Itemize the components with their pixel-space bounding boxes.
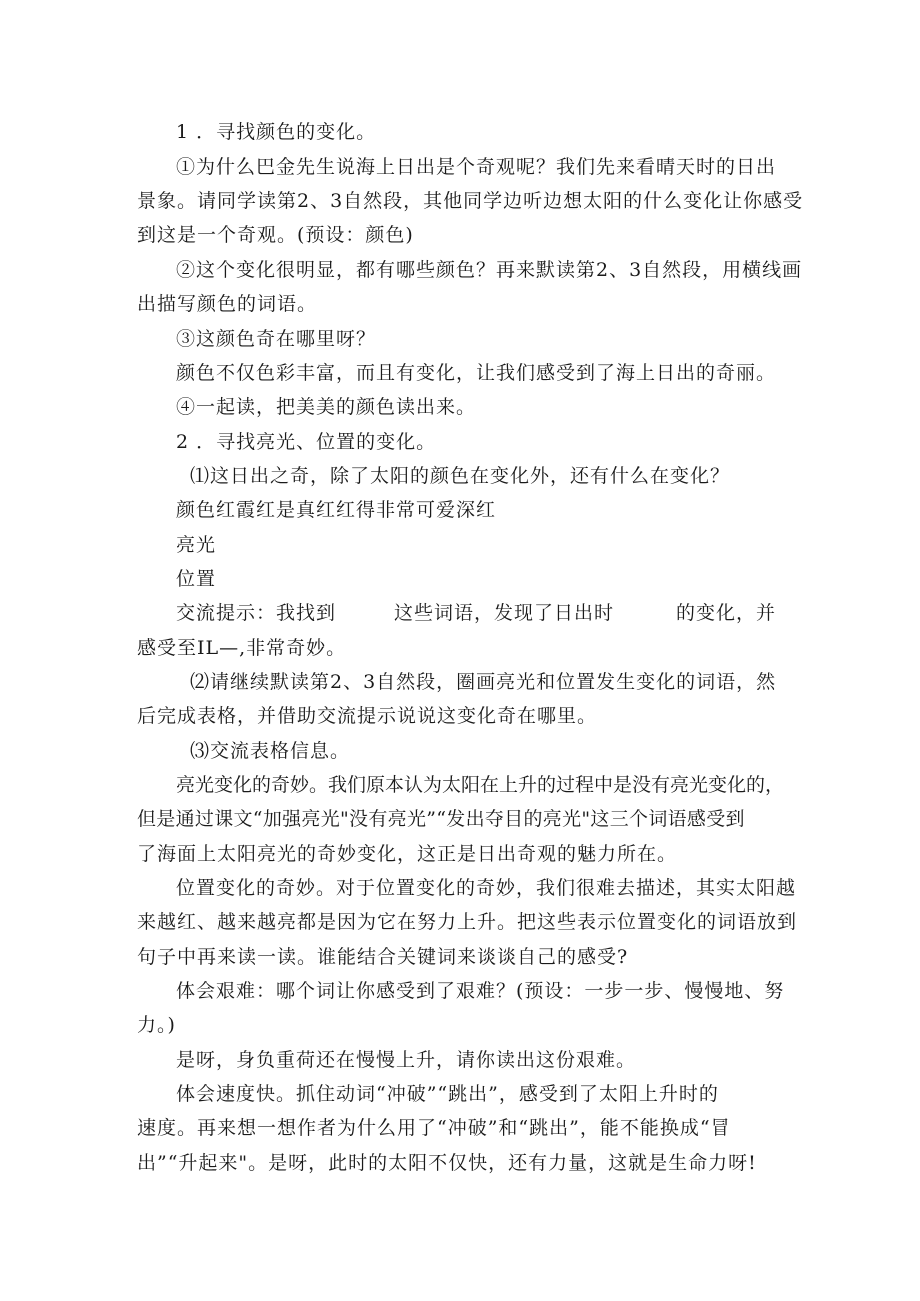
paragraph-line: 景象。请同学读第2、3自然段，其他同学边听边想太阳的什么变化让你感受: [137, 190, 804, 212]
paragraph-line: ①为什么巴金先生说海上日出是个奇观呢？我们先来看晴天时的日出: [176, 156, 777, 178]
paragraph-line: 来越红、越来越亮都是因为它在努力上升。把这些表示位置变化的词语放到: [137, 911, 798, 933]
paragraph-line: ③这颜色奇在哪里呀？: [176, 328, 377, 350]
paragraph-line: 亮光: [176, 534, 217, 556]
paragraph-line: ④一起读，把美美的颜色读出来。: [176, 396, 477, 418]
heading-2: 2 ．寻找亮光、位置的变化。: [176, 431, 437, 453]
paragraph-line: ⑵请继续默读第2、3自然段，圈画亮光和位置发生变化的词语，然: [190, 671, 777, 693]
exchange-prompt-line: [176, 601, 776, 625]
paragraph-line: 体会艰难：哪个词让你感受到了艰难？(预设：一步一步、慢慢地、努: [176, 980, 785, 1002]
paragraph-line: 后完成表格，并借助交流提示说说这变化奇在哪里。: [137, 705, 598, 727]
paragraph-line: 出描写颜色的词语。: [137, 293, 318, 315]
paragraph-line: 颜色红霞红是真红红得非常可爱深红: [176, 499, 497, 521]
prompt-part-2: 这些词语，发现了日出时: [394, 602, 615, 624]
paragraph-line: ⑶交流表格信息。: [190, 740, 351, 762]
paragraph-line: 速度。再来想一想作者为什么用了“冲破”和“跳出”，能不能换成“冒: [137, 1117, 731, 1139]
prompt-part-1: 交流提示：我找到: [176, 602, 337, 624]
paragraph-line: ⑴这日出之奇，除了太阳的颜色在变化外，还有什么在变化？: [190, 465, 731, 487]
paragraph-line: 是呀，身负重荷还在慢慢上升，请你读出这份艰难。: [176, 1049, 637, 1071]
paragraph-line: 位置: [176, 568, 217, 590]
prompt-part-3: 的变化，并: [676, 602, 777, 624]
paragraph-line: 但是通过课文“加强亮光"没有亮光”“发出夺目的亮光"这三个词语感受到: [137, 808, 745, 830]
paragraph-line: 体会速度快。抓住动词“冲破”“跳出”，感受到了太阳上升时的: [176, 1083, 719, 1105]
paragraph-line: 感受至IL—,非常奇妙。: [137, 637, 347, 659]
paragraph-line: 力。): [137, 1014, 176, 1036]
paragraph-line: 颜色不仅色彩丰富，而且有变化，让我们感受到了海上日出的奇丽。: [176, 362, 777, 384]
heading-1: 1 ．寻找颜色的变化。: [176, 121, 377, 143]
paragraph-line: 出”“升起来"。是呀，此时的太阳不仅快，还有力量，这就是生命力呀!: [137, 1152, 757, 1174]
paragraph-line: ②这个变化很明显，都有哪些颜色？再来默读第2、3自然段，用横线画: [176, 259, 803, 281]
paragraph-line: 句子中再来读一读。谁能结合关键词来谈谈自己的感受?: [137, 946, 629, 968]
paragraph-line: 到这是一个奇观。(预设：颜色): [137, 224, 414, 246]
paragraph-line: 了海面上太阳亮光的奇妙变化，这正是日出奇观的魅力所在。: [137, 843, 678, 865]
paragraph-line: 位置变化的奇妙。对于位置变化的奇妙，我们很难去描述，其实太阳越: [176, 877, 797, 899]
paragraph-line: 亮光变化的奇妙。我们原本认为太阳在上升的过程中是没有亮光变化的，: [176, 774, 785, 796]
